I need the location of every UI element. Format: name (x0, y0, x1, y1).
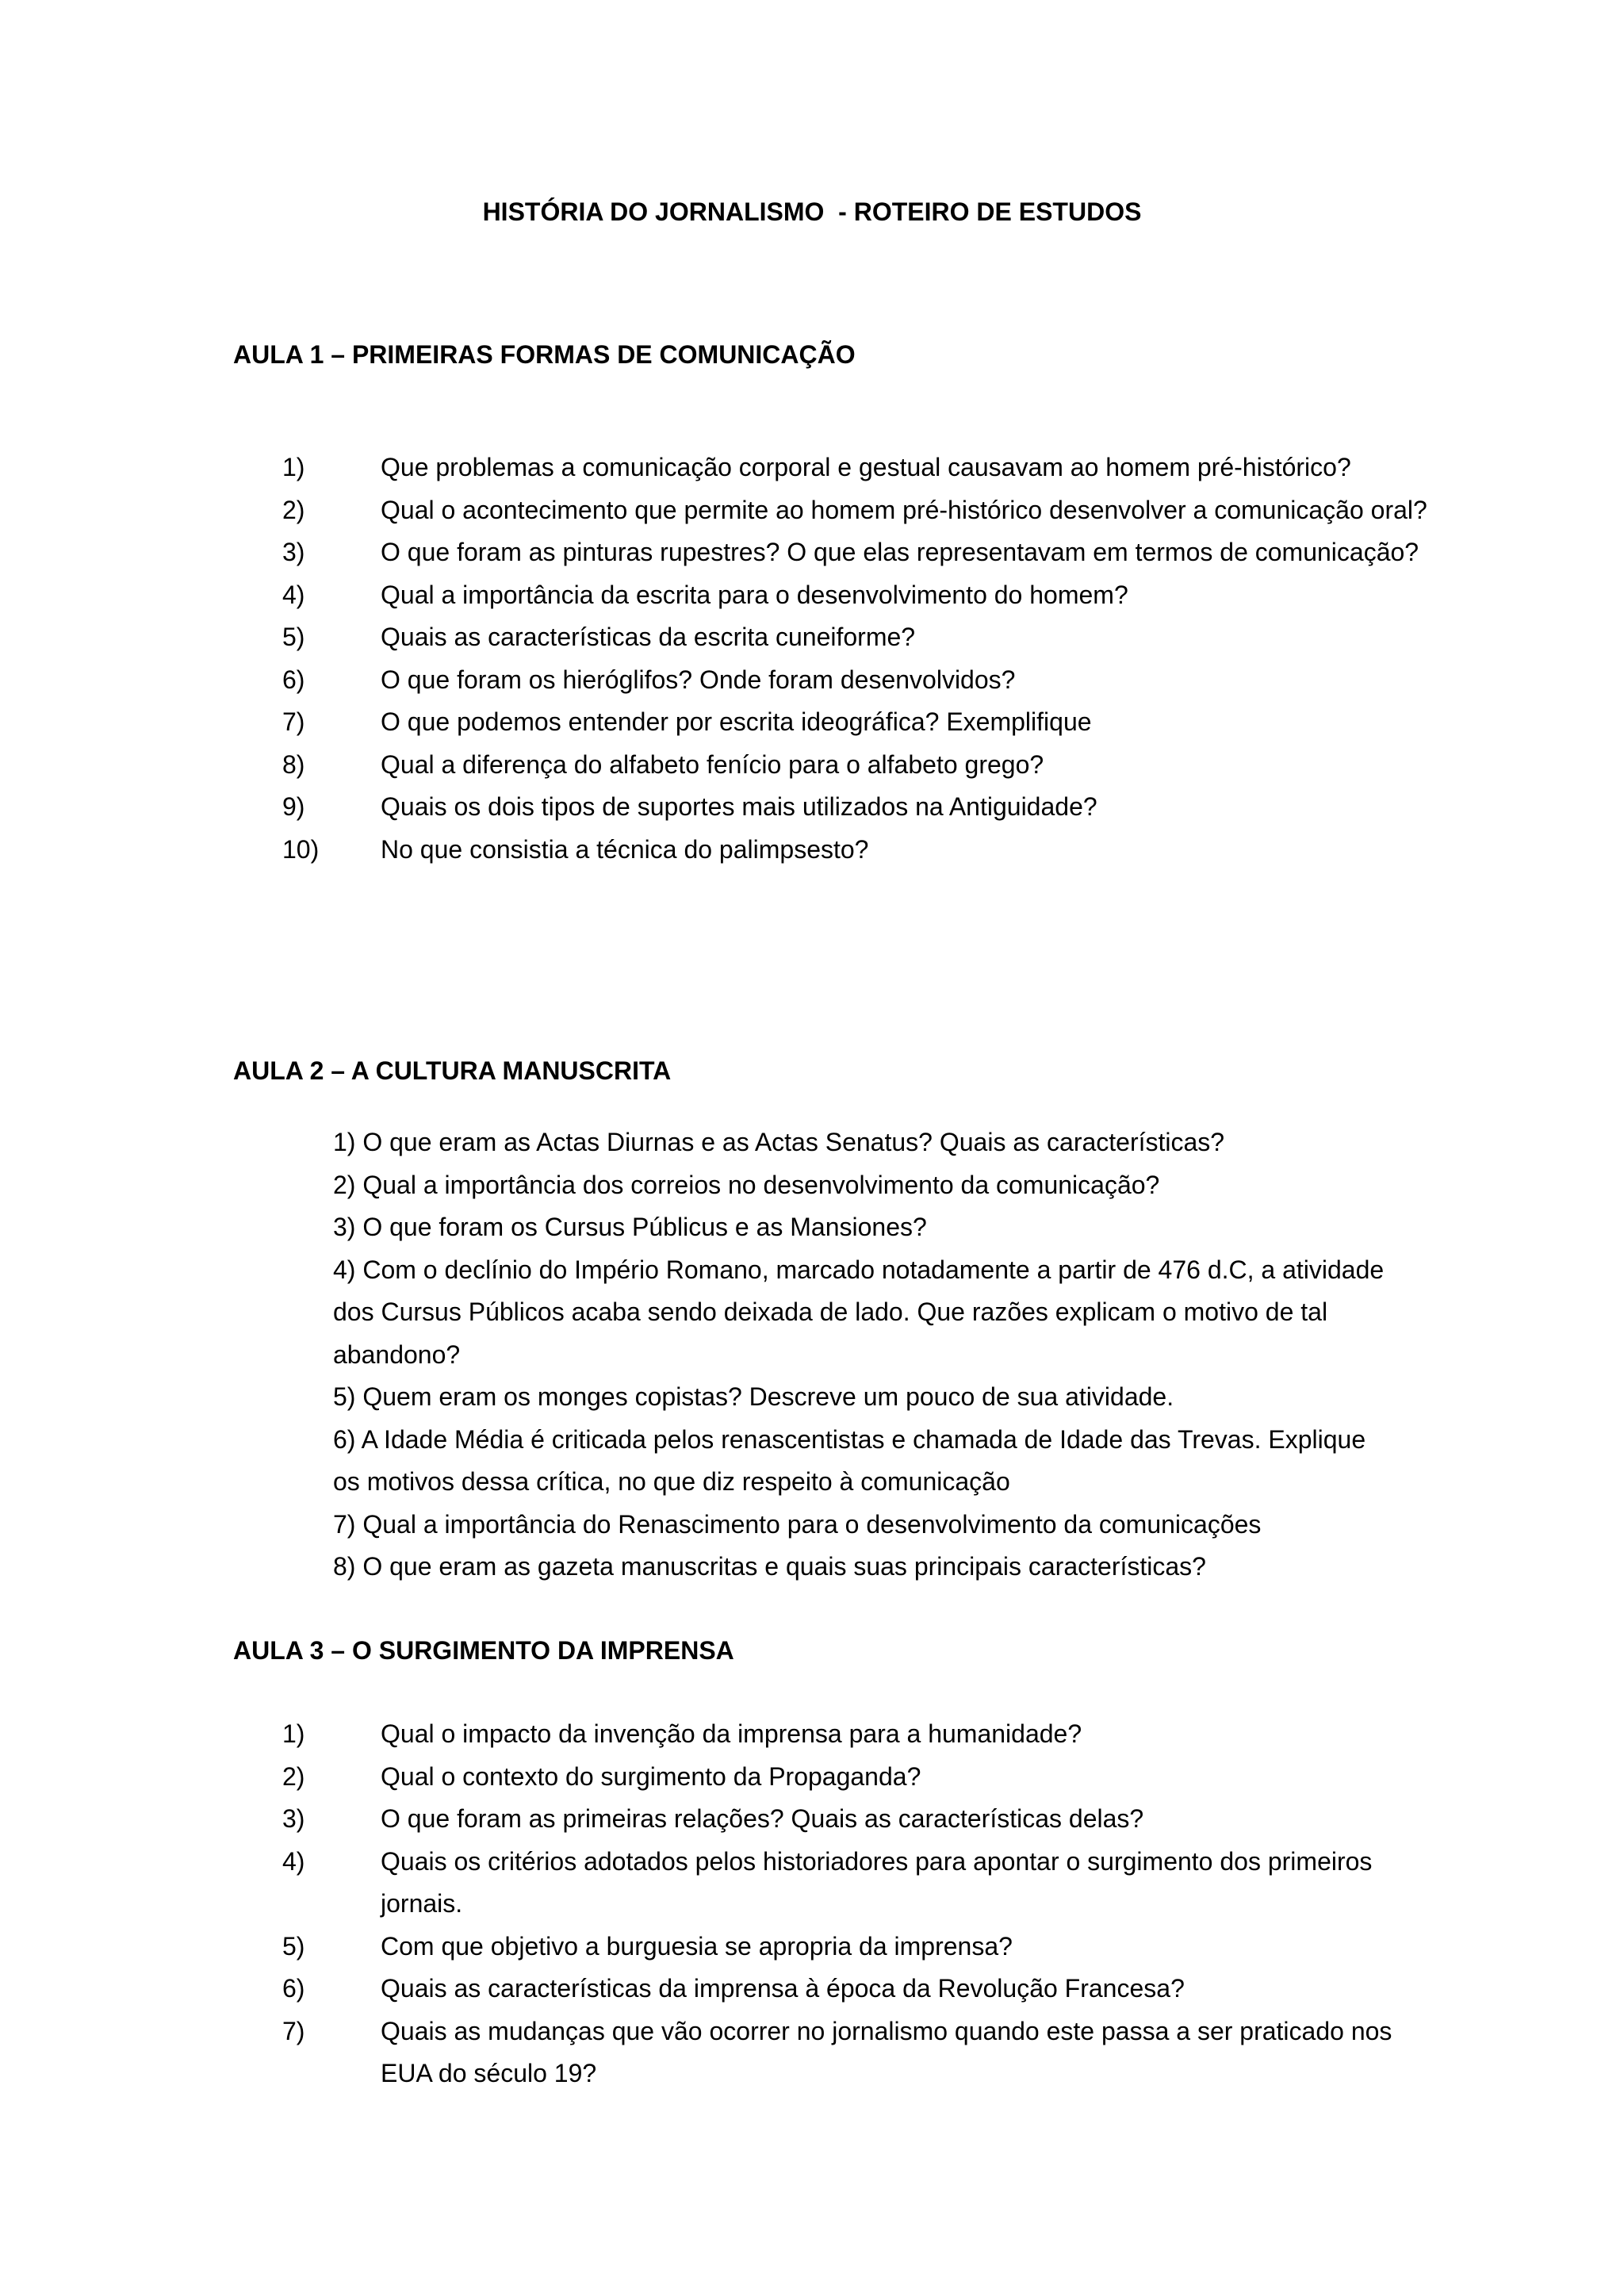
list-item: 4) Com o declínio do Império Romano, marcado notadamente a partir de 476 d.C, a atividade dos Cursus Públicos acaba sendo deixada de lado. Que razões explicam o motivo de tal abandono? (333, 1255, 1385, 1369)
list-item: 2) Qual o acontecimento que permite ao homem pré-histórico desenvolver a comunicação oral? (282, 495, 1427, 524)
list-item: 1) Qual o impacto da invenção da imprensa para a humanidade? (282, 1719, 1082, 1748)
list-item: 4) Qual a importância da escrita para o desenvolvimento do homem? (282, 580, 1128, 609)
list-item: 9) Quais os dois tipos de suportes mais utilizados na Antiguidade? (282, 792, 1097, 821)
list-item: 7) Qual a importância do Renascimento para o desenvolvimento da comunicações (333, 1509, 1262, 1539)
list-item: 3) O que foram as primeiras relações? Quais as características delas? (282, 1804, 1144, 1833)
aula-1-questions (282, 447, 1432, 871)
aula-2-heading: AULA 2 – A CULTURA MANUSCRITA (233, 1056, 672, 1085)
list-item: 8) Qual a diferença do alfabeto fenício para o alfabeto grego? (282, 749, 1044, 779)
aula-2-questions (333, 1121, 1388, 1589)
aula-3-heading: AULA 3 – O SURGIMENTO DA IMPRENSA (233, 1636, 734, 1665)
list-item: 1) Que problemas a comunicação corporal e gestual causavam ao homem pré-histórico? (282, 453, 1351, 481)
list-item: 7) O que podemos entender por escrita ideográfica? Exemplifique (282, 707, 1092, 736)
list-item: 6) O que foram os hieróglifos? Onde foram desenvolvidos? (282, 665, 1016, 694)
list-item: 5) Com que objetivo a burguesia se apropria da imprensa? (282, 1931, 1013, 1961)
list-item: 3) O que foram os Cursus Públicus e as Mansiones? (333, 1213, 927, 1241)
list-item: 3) O que foram as pinturas rupestres? O que elas representavam em termos de comunicação? (282, 538, 1419, 566)
list-item: 6) A Idade Média é criticada pelos renascentistas e chamada de Idade das Trevas. Explique os motivos dessa crítica, no que diz respeito à comunicação (333, 1424, 1366, 1496)
list-item: 2) Qual o contexto do surgimento da Propaganda? (282, 1761, 921, 1791)
list-item: 5) Quem eram os monges copistas? Descreve um pouco de sua atividade. (333, 1382, 1174, 1411)
list-item: 10) No que consistia a técnica do palimpsesto? (282, 834, 869, 864)
list-item: 2) Qual a importância dos correios no desenvolvimento da comunicação? (333, 1170, 1160, 1199)
list-item: 1) O que eram as Actas Diurnas e as Actas Senatus? Quais as características? (333, 1128, 1225, 1156)
list-item: 4) Quais os critérios adotados pelos historiadores para apontar o surgimento dos primeiros jornais. (282, 1846, 1373, 1918)
list-item: 5) Quais as características da escrita cuneiforme? (282, 623, 916, 651)
aula-1-heading: AULA 1 – PRIMEIRAS FORMAS DE COMUNICAÇÃO (233, 340, 856, 369)
list-item: 6) Quais as características da imprensa à época da Revolução Francesa? (282, 1974, 1185, 2003)
aula-3-questions (282, 1713, 1432, 2095)
list-item: 8) O que eram as gazeta manuscritas e quais suas principais características? (333, 1552, 1206, 1581)
document-title: HISTÓRIA DO JORNALISMO - ROTEIRO DE ESTUDOS (482, 197, 1142, 226)
list-item: 7) Quais as mudanças que vão ocorrer no jornalismo quando este passa a ser praticado nos EUA do século 19? (282, 2016, 1392, 2087)
